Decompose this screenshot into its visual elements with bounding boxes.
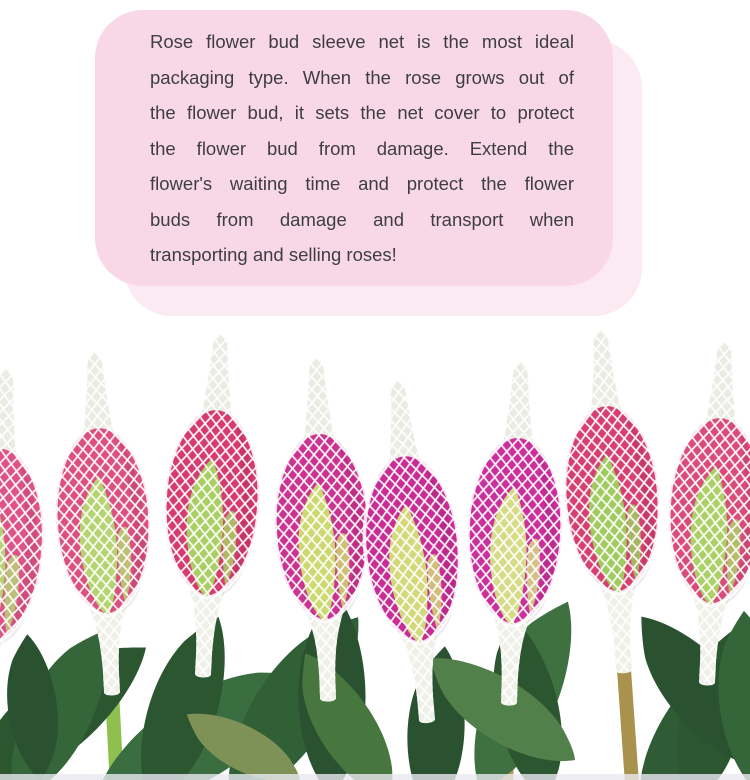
rose-buds [0,330,750,649]
description-line: transporting and selling roses! [150,244,397,265]
rose-bud [269,356,372,623]
description-line: the flower bud, it sets the net cover to protect [150,102,574,123]
bubble-card [95,10,613,286]
rose-bud [664,340,750,609]
description-line: packaging type. When the rose grows out of [150,66,574,88]
rose-bud [553,330,665,597]
photo-bottom-fade [0,774,750,780]
rose-bud [465,360,568,627]
rose-bud [351,377,468,648]
description-line: flower's waiting time and protect the flower [150,173,574,194]
rose-bud [160,332,268,601]
product-description-text [150,24,574,273]
description-line: the flower bud from damage. Extend the [150,137,574,159]
product-photo [0,330,750,780]
description-line: Rose flower bud sleeve net is the most ideal [150,31,574,52]
rose-bud [0,366,56,649]
description-line: buds from damage and transport when [150,208,574,230]
rose-bud [47,350,155,619]
